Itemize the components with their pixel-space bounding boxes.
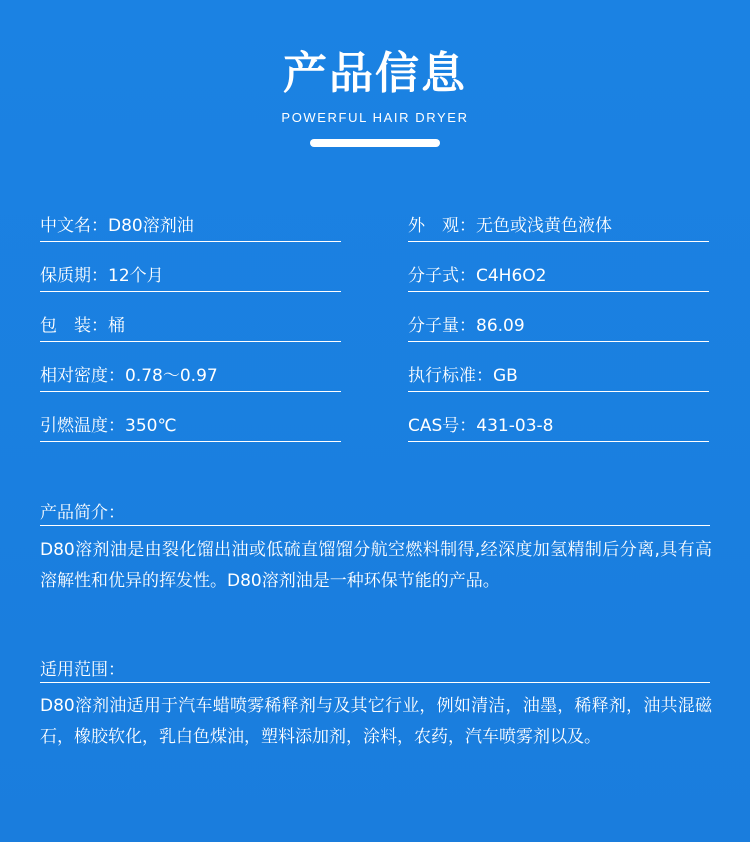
spec-value: 350℃ bbox=[125, 416, 177, 436]
spec-label: 引燃温度： bbox=[40, 416, 125, 436]
page-subtitle: POWERFUL HAIR DRYER bbox=[281, 110, 469, 125]
spec-label: CAS号： bbox=[408, 416, 477, 436]
spec-packaging bbox=[40, 314, 341, 342]
spec-label: 执行标准： bbox=[408, 366, 493, 386]
spec-label: 分子量： bbox=[408, 316, 476, 336]
spec-appearance bbox=[408, 214, 709, 242]
intro-heading: 产品简介： bbox=[40, 502, 710, 526]
spec-chinese-name bbox=[40, 214, 341, 242]
spec-value: 12个月 bbox=[108, 266, 164, 286]
spec-value: 431-03-8 bbox=[476, 416, 554, 436]
spec-label: 外 观： bbox=[408, 216, 476, 236]
intro-text: D80溶剂油是由裂化馏出油或低硫直馏馏分航空燃料制得,经深度加氢精制后分离,具有高溶解性和优异的挥发性。D80溶剂油是一种环保节能的产品。 bbox=[40, 540, 712, 591]
usage-heading: 适用范围： bbox=[40, 659, 710, 683]
spec-label: 相对密度： bbox=[40, 366, 125, 386]
spec-value: 0.78～0.97 bbox=[125, 366, 218, 386]
spec-label: 保质期： bbox=[40, 266, 108, 286]
spec-value: C4H6O2 bbox=[476, 266, 547, 286]
spec-value: 桶 bbox=[108, 316, 125, 336]
spec-cas-number bbox=[408, 414, 709, 442]
spec-label: 包 装： bbox=[40, 316, 108, 336]
spec-value: GB bbox=[493, 366, 518, 386]
usage-text: D80溶剂油适用于汽车蜡喷雾稀释剂与及其它行业，例如清洁，油墨，稀释剂，油共混磁石，橡胶软化，乳白色煤油，塑料添加剂，涂料，农药，汽车喷雾剂以及。 bbox=[40, 696, 712, 747]
spec-value: D80溶剂油 bbox=[108, 216, 194, 236]
spec-relative-density bbox=[40, 364, 341, 392]
spec-standard bbox=[408, 364, 709, 392]
title-underline-bar bbox=[310, 139, 440, 147]
spec-molecular-formula bbox=[408, 264, 709, 292]
spec-value: 无色或浅黄色液体 bbox=[476, 216, 612, 236]
spec-molecular-weight bbox=[408, 314, 709, 342]
spec-shelf-life bbox=[40, 264, 341, 292]
spec-label: 中文名： bbox=[40, 216, 108, 236]
spec-label: 分子式： bbox=[408, 266, 476, 286]
spec-ignition-temperature bbox=[40, 414, 341, 442]
spec-value: 86.09 bbox=[476, 316, 525, 336]
page-title: 产品信息 bbox=[283, 48, 467, 99]
